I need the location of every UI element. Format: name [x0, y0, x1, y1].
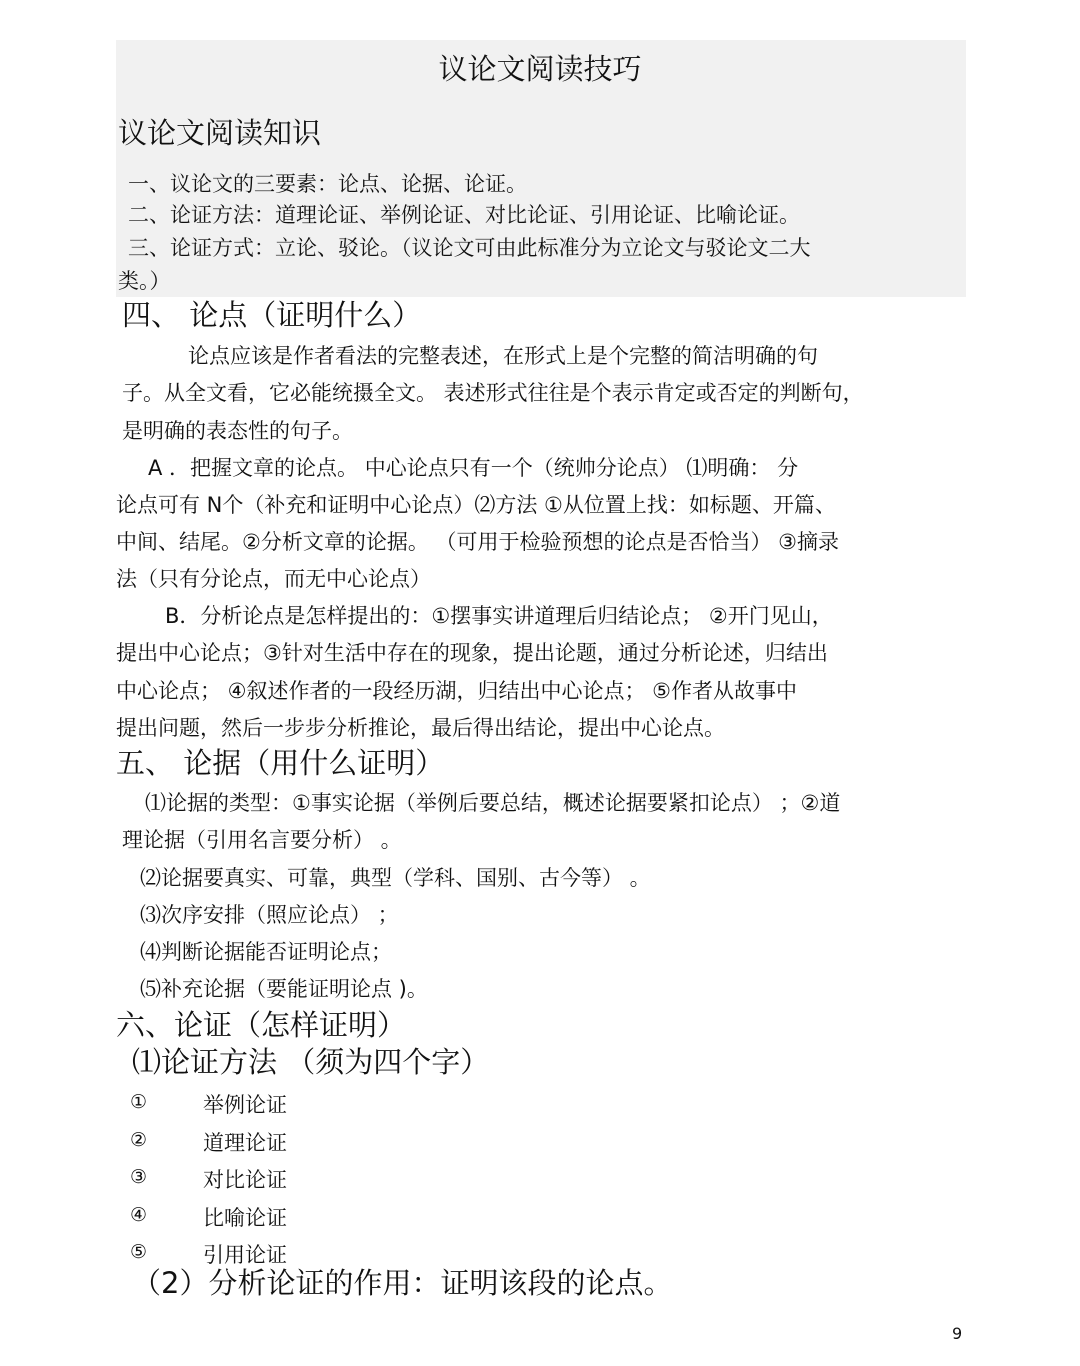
sec5-line: ⑴论据的类型：①事实论据（举例后要总结，概述论据要紧扣论点） ；②道 [145, 791, 841, 815]
sec4-line: 中间、结尾。②分析文章的论据。 （可用于检验预想的论点是否恰当） ③摘录 [116, 530, 839, 554]
method-name: 引用论证 [203, 1243, 287, 1267]
sec4-line: B．分析论点是怎样提出的：①摆事实讲道理后归结论点； ②开门见山， [165, 604, 833, 628]
intro-line-3: 三、论证方式：立论、驳论。（议论文可由此标准分为立论文与驳论文二大 [128, 236, 811, 260]
sec5-line: ⑶次序安排（照应论点） ； [140, 903, 399, 927]
method-name: 比喻论证 [203, 1206, 287, 1230]
sec4-line: 是明确的表态性的句子。 [122, 419, 353, 443]
sec6-heading: 六、论证（怎样证明） [116, 1008, 407, 1042]
method-number: ③ [130, 1166, 148, 1188]
page-title: 议论文阅读技巧 [438, 52, 642, 86]
sec5-heading: 五、 论据（用什么证明） [116, 746, 445, 780]
sec5-line: ⑷判断论据能否证明论点； [140, 940, 392, 964]
section-heading: 议论文阅读知识 [118, 116, 322, 150]
sec4-line: 论点可有 N个（补充和证明中心论点）⑵方法 ①从位置上找：如标题、开篇、 [116, 493, 836, 517]
method-number: ④ [130, 1204, 148, 1226]
sec4-line: 子。从全文看，它必能统摄全文。 表述形式往往是个表示肯定或否定的判断句， [122, 381, 864, 405]
method-number: ⑤ [130, 1241, 148, 1263]
sec4-line: 提出中心论点；③针对生活中存在的现象，提出论题，通过分析论述，归结出 [116, 641, 828, 665]
sec6-sub1: ⑴论证方法 （须为四个字） [132, 1045, 490, 1079]
intro-line-1: 一、议论文的三要素：论点、论据、论证。 [128, 172, 527, 196]
sec4-line: 中心论点； ④叙述作者的一段经历湖，归结出中心论点； ⑤作者从故事中 [116, 679, 798, 703]
sec4-heading: 四、 论点（证明什么） [122, 298, 422, 332]
sec4-line: 法（只有分论点，而无中心论点） [116, 567, 431, 591]
method-number: ② [130, 1129, 148, 1151]
sec5-line: 理论据（引用名言要分析） 。 [122, 828, 402, 852]
sec4-line: 提出问题，然后一步步分析推论，最后得出结论，提出中心论点。 [116, 716, 725, 740]
sec5-line: ⑸补充论据（要能证明论点 )。 [140, 977, 428, 1001]
intro-line-2: 二、论证方法：道理论证、举例论证、对比论证、引用论证、比喻论证。 [128, 203, 800, 227]
method-name: 对比论证 [203, 1168, 287, 1192]
intro-line-4: 类。） [118, 269, 171, 293]
method-number: ① [130, 1091, 148, 1113]
sec5-line: ⑵论据要真实、可靠，典型（学科、国别、古今等） 。 [140, 866, 651, 890]
page-number: 9 [952, 1324, 963, 1343]
method-name: 道理论证 [203, 1131, 287, 1155]
method-name: 举例论证 [203, 1093, 287, 1117]
sec6-sub2: （2）分析论证的作用：证明该段的论点。 [132, 1266, 673, 1300]
sec4-line: 论点应该是作者看法的完整表述，在形式上是个完整的简洁明确的句 [188, 344, 818, 368]
sec4-line: A ．把握文章的论点。 中心论点只有一个（统帅分论点） ⑴明确： 分 [148, 456, 799, 480]
